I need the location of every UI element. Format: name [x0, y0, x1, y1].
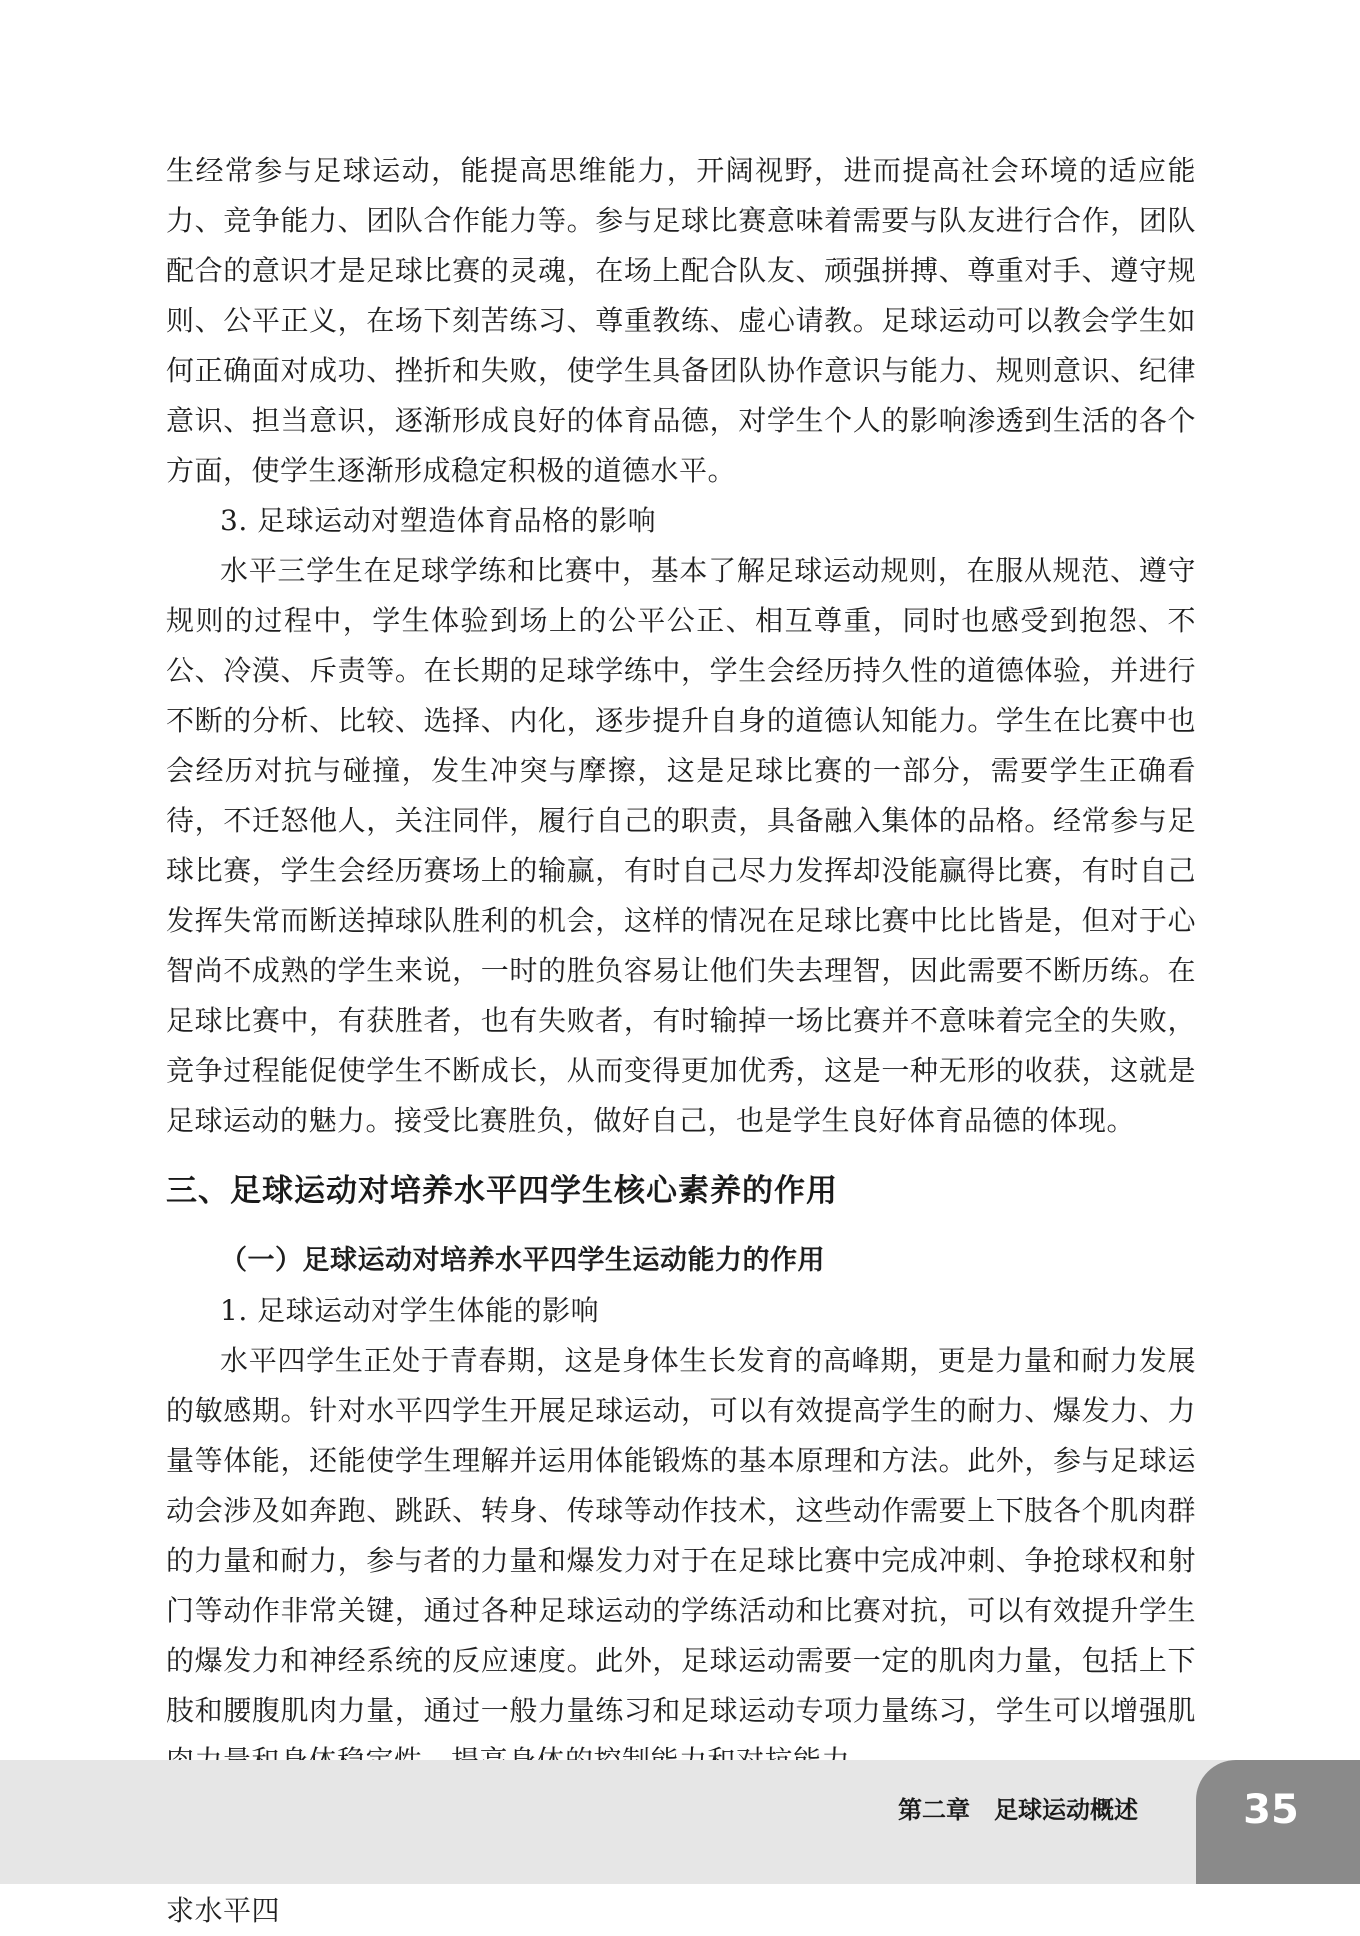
paragraph-tactics: 求水平四 — [166, 1894, 281, 1927]
paragraph-moral-character: 水平三学生在足球学练和比赛中，基本了解足球运动规则，在服从规范、遵守规则的过程中，学生体验到场上的公平公正、相互尊重，同时也感受到抱怨、不公、冷漠、斥责等。在长期的足球学练中，学生会经历持久性的道德体验，并进行不断的分析、比较、选择、内化，逐步提升自身的道德认知能力。学生在比赛中也会经历对抗与碰撞，发生冲突与摩擦，这是足球比赛的一部分，需要学生正确看待，不迁怒他人，关注同伴，履行自己的职责，具备融入集体的品格。经常参与足球比赛，学生会经历赛场上的输赢，有时自己尽力发挥却没能赢得比赛，有时自己发挥失常而断送掉球队胜利的机会，这样的情况在足球比赛中比比皆是，但对于心智尚不成熟的学生来说，一时的胜负容易让他们失去理智，因此需要不断历练。在足球比赛中，有获胜者，也有失败者，有时输掉一场比赛并不意味着完全的失败，竞争过程能促使学生不断成长，从而变得更加优秀，这是一种无形的收获，这就是足球运动的魅力。接受比赛胜负，做好自己，也是学生良好体育品德的体现。 — [166, 554, 1196, 1137]
footer-band — [0, 1760, 1360, 1884]
item-heading-1: 1. 足球运动对学生体能的影响 — [220, 1294, 600, 1327]
subsection-heading: （一）足球运动对培养水平四学生运动能力的作用 — [220, 1245, 825, 1276]
page-body — [166, 146, 1196, 1936]
chapter-title: 第二章 足球运动概述 — [898, 1796, 1138, 1824]
item-heading-3: 3. 足球运动对塑造体育品格的影响 — [220, 504, 657, 537]
page-number: 35 — [1243, 1787, 1299, 1833]
paragraph-continued: 生经常参与足球运动，能提高思维能力，开阔视野，进而提高社会环境的适应能力、竞争能力、团队合作能力等。参与足球比赛意味着需要与队友进行合作，团队配合的意识才是足球比赛的灵魂，在场上配合队友、顽强拼搏、尊重对手、遵守规则、公平正义，在场下刻苦练习、尊重教练、虚心请教。足球运动可以教会学生如何正确面对成功、挫折和失败，使学生具备团队协作意识与能力、规则意识、纪律意识、担当意识，逐渐形成良好的体育品德，对学生个人的影响渗透到生活的各个方面，使学生逐渐形成稳定积极的道德水平。 — [166, 154, 1196, 487]
paragraph-physical-fitness: 水平四学生正处于青春期，这是身体生长发育的高峰期，更是力量和耐力发展的敏感期。针对水平四学生开展足球运动，可以有效提高学生的耐力、爆发力、力量等体能，还能使学生理解并运用体能锻炼的基本原理和方法。此外，参与足球运动会涉及如奔跑、跳跃、转身、传球等动作技术，这些动作需要上下肢各个肌肉群的力量和耐力，参与者的力量和爆发力对于在足球比赛中完成冲刺、争抢球权和射门等动作非常关键，通过各种足球运动的学练活动和比赛对抗，可以有效提升学生的爆发力和神经系统的反应速度。此外，足球运动需要一定的肌肉力量，包括上下肢和腰腹肌肉力量，通过一般力量练习和足球运动专项力量练习，学生可以增强肌 — [166, 1344, 1196, 1727]
section-heading: 三、足球运动对培养水平四学生核心素养的作用 — [166, 1173, 838, 1209]
